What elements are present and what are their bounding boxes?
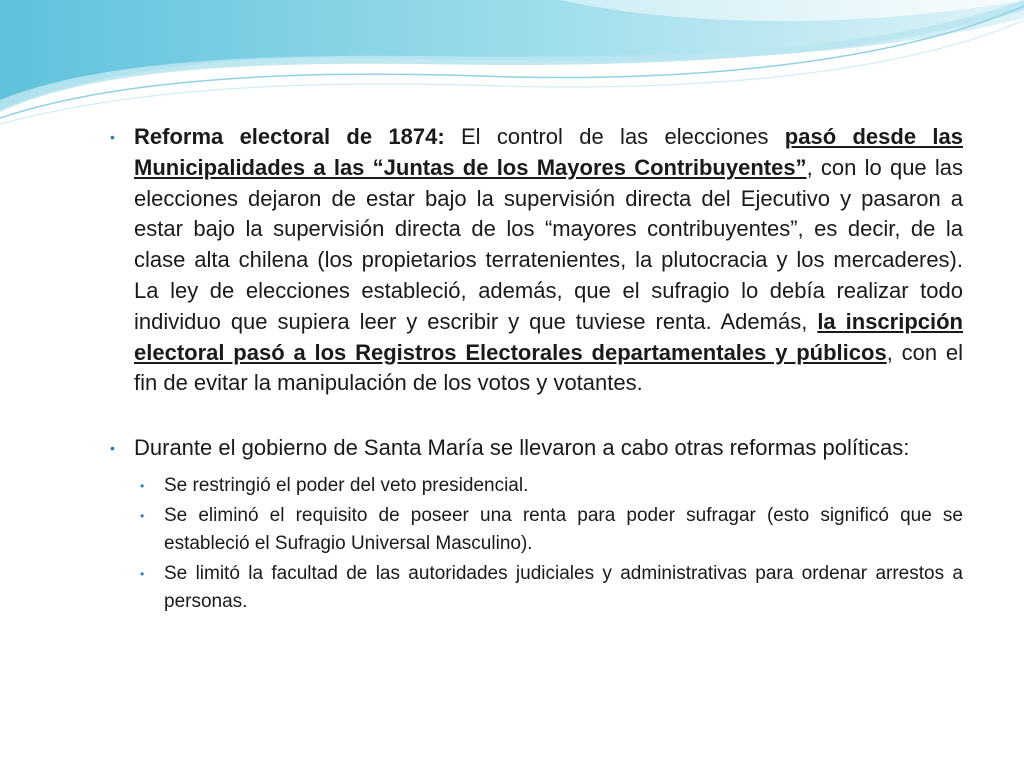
sub-bullet-icon: • [140,478,145,493]
bullet-icon: • [110,129,115,145]
paragraph-emphasis: pasó desde las Municipalidades a las “Juntas de los Mayores Contribuyentes” [134,124,963,180]
sub-bullet-item [140,560,963,616]
paragraph-text: El control de las elecciones [444,124,785,149]
bullet-paragraph-santa-maria [110,433,963,464]
sub-bullet-icon: • [140,566,145,581]
sub-bullet-text: Se limitó la facultad de las autoridades judiciales y administrativas para ordenar arrestos a personas. [164,562,963,612]
sub-bullet-item [140,472,963,500]
header-wave-decoration [0,0,1024,130]
bullet-icon: • [110,440,115,457]
paragraph-text: Durante el gobierno de Santa María se llevaron a cabo otras reformas políticas: [134,435,910,461]
paragraph-lead: Reforma electoral de 1874: [134,124,445,149]
paragraph-text: , con lo que las elecciones dejaron de estar bajo la supervisión directa del Ejecutivo y pasaron a estar bajo la supervisión directa de los “mayores contribuyentes”, es decir, de la clase alta chilena (los propietarios terratenientes, la plutocracia y los mercaderes). La ley de elecciones estableció, además, que el sufragio lo debía realizar todo individuo que supiera leer y escribir y que tuviese renta. Además, [134,154,964,334]
paragraph-text: , con el fin de evitar la manipulación de los votos y votantes. [134,339,963,396]
bullet-paragraph-reforma-electoral [110,122,963,399]
sub-bullet-icon: • [140,508,145,523]
paragraph-emphasis: la inscripción electoral pasó a los Registros Electorales departamentales y públicos [134,308,963,365]
slide-body [110,122,963,616]
sub-bullet-text: Se restringió el poder del veto presidencial. [164,474,529,496]
sub-bullet-text: Se eliminó el requisito de poseer una renta para poder sufragar (esto significó que se estableció el Sufragio Universal Masculino). [164,504,963,554]
sub-bullet-item [140,502,963,558]
